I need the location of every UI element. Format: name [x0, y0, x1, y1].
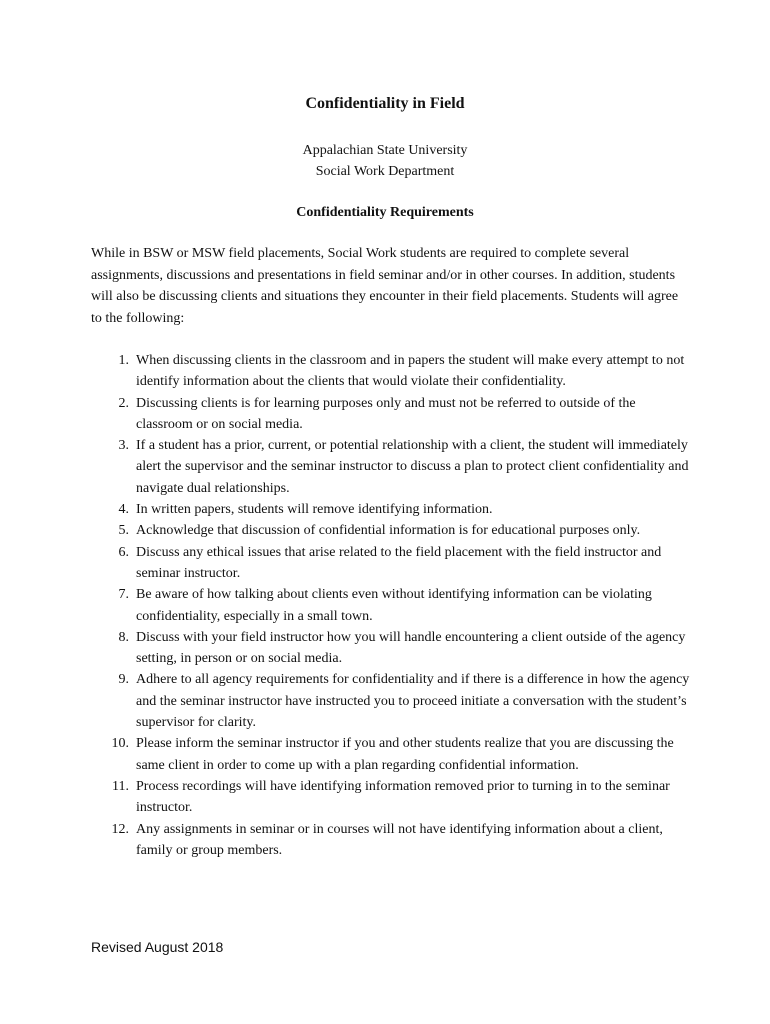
- list-item-text: When discussing clients in the classroom and in papers the student will make every attempt to not identify information about the clients that would violate their confidentiality.: [136, 353, 685, 390]
- list-item: [91, 627, 691, 670]
- university-name: Appalachian State University: [302, 143, 468, 158]
- list-item-text: Discuss any ethical issues that arise related to the field placement with the field instructor and seminar instructor.: [136, 544, 662, 581]
- revision-footer: Revised August 2018: [91, 939, 224, 955]
- list-item-text: If a student has a prior, current, or potential relationship with a client, the student will immediately alert the supervisor and the seminar instructor to discuss a plan to protect client confidentiality and navigate dual relationships.: [136, 438, 689, 496]
- intro-paragraph: While in BSW or MSW field placements, Social Work students are required to complete several assignments, discussions and presentations in field seminar and/or in other courses. In addition, students will also be discussing clients and situations they encounter in their field placements. Students will agree to the following:: [91, 246, 679, 326]
- list-item: [91, 393, 691, 436]
- list-item-number: 12.: [111, 821, 129, 837]
- requirements-list: [91, 350, 691, 861]
- document-title: Confidentiality in Field: [305, 95, 465, 112]
- list-item: [91, 350, 691, 393]
- list-item-text: Discuss with your field instructor how you will handle encountering a client outside of the agency setting, in person or on social media.: [136, 629, 686, 667]
- list-item: [91, 733, 691, 776]
- list-item: [91, 435, 691, 499]
- list-item-number: 2.: [118, 395, 129, 411]
- list-item-text: In written papers, students will remove identifying information.: [136, 502, 493, 518]
- list-item: [91, 542, 691, 585]
- list-item-text: Any assignments in seminar or in courses will not have identifying information about a client, family or group members.: [136, 821, 663, 858]
- list-item-number: 6.: [118, 544, 129, 560]
- list-item: [91, 776, 691, 819]
- list-item: [91, 499, 691, 520]
- list-item-number: 8.: [118, 629, 129, 645]
- list-item-number: 1.: [118, 353, 129, 368]
- section-heading: Confidentiality Requirements: [296, 205, 474, 220]
- list-item: [91, 584, 691, 627]
- list-item-number: 5.: [118, 523, 129, 539]
- list-item-text: Please inform the seminar instructor if you and other students realize that you are discussing the same client in order to come up with a plan regarding confidential information.: [136, 736, 674, 773]
- department-name: Social Work Department: [315, 164, 455, 179]
- list-item-text: Process recordings will have identifying information removed prior to turning in to the seminar instructor.: [136, 778, 670, 816]
- organization-block: [0, 140, 770, 182]
- list-item-number: 9.: [118, 672, 129, 688]
- list-item-text: Discussing clients is for learning purposes only and must not be referred to outside of the classroom or on social media.: [136, 395, 636, 432]
- list-item-text: Be aware of how talking about clients even without identifying information can be violating confidentiality, especially in a small town.: [136, 587, 652, 624]
- list-item-text: Acknowledge that discussion of confidential information is for educational purposes only.: [136, 523, 641, 539]
- list-item-number: 10.: [111, 736, 129, 752]
- list-item: [91, 669, 691, 733]
- list-item-number: 3.: [118, 438, 129, 454]
- list-item: [91, 520, 691, 541]
- list-item-number: 11.: [112, 778, 129, 794]
- list-item-number: 7.: [118, 587, 129, 603]
- list-item-text: Adhere to all agency requirements for confidentiality and if there is a difference in how the agency and the seminar instructor have instructed you to proceed initiate a conversation with the student’s supervisor for clarity.: [136, 672, 690, 731]
- list-item: [91, 819, 691, 862]
- list-item-number: 4.: [118, 502, 129, 518]
